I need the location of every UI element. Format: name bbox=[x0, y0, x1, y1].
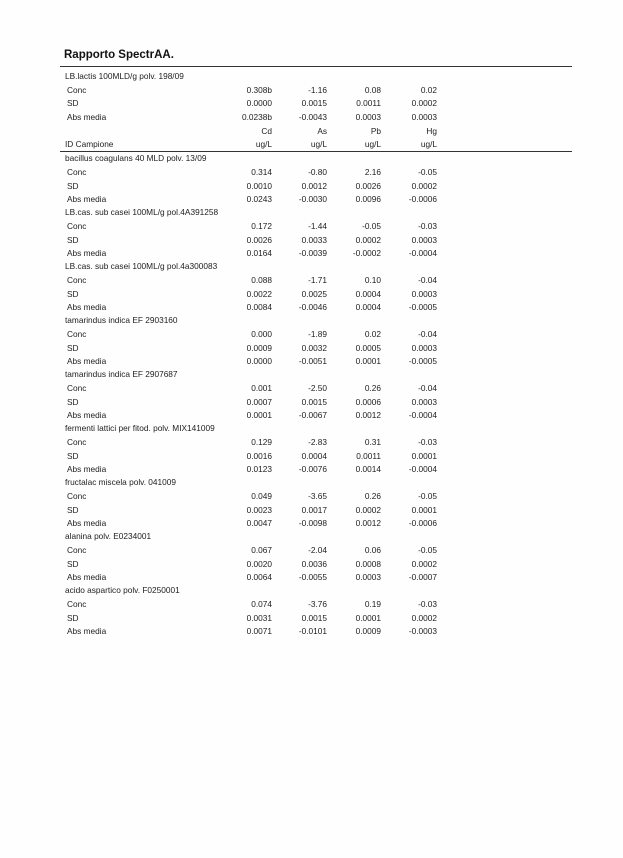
title-rule bbox=[60, 66, 572, 67]
value-cell: -0.0098 bbox=[298, 518, 327, 528]
value-cell: 0.0004 bbox=[301, 451, 327, 461]
value-cell: 0.172 bbox=[251, 221, 272, 231]
value-cell: 0.02 bbox=[420, 85, 437, 95]
value-cell: 0.0123 bbox=[246, 464, 272, 474]
sample-name: fructalac miscela polv. 041009 bbox=[65, 477, 176, 487]
sample-name: acido aspartico polv. F0250001 bbox=[65, 585, 180, 595]
value-cell: 0.0011 bbox=[356, 451, 381, 461]
value-cell: -0.0005 bbox=[408, 302, 437, 312]
value-cell: 0.000 bbox=[251, 329, 272, 339]
row-label: Conc bbox=[67, 329, 87, 339]
value-cell: 0.0015 bbox=[301, 98, 327, 108]
value-cell: 0.0031 bbox=[246, 613, 272, 623]
value-cell: 0.049 bbox=[251, 491, 272, 501]
value-cell: 0.0002 bbox=[355, 505, 381, 515]
row-label: Conc bbox=[67, 383, 87, 393]
value-cell: -0.05 bbox=[362, 221, 381, 231]
value-cell: 0.0004 bbox=[355, 302, 381, 312]
value-cell: 0.0000 bbox=[246, 98, 272, 108]
row-label: Abs media bbox=[67, 626, 107, 636]
value-cell: 0.0015 bbox=[301, 397, 327, 407]
value-cell: 0.0003 bbox=[411, 235, 437, 245]
row-label: Conc bbox=[67, 275, 87, 285]
value-cell: 0.31 bbox=[364, 437, 381, 447]
value-cell: 0.0025 bbox=[301, 289, 327, 299]
row-label: SD bbox=[67, 505, 79, 515]
value-cell: 0.0001 bbox=[355, 613, 381, 623]
value-cell: -1.44 bbox=[308, 221, 327, 231]
value-cell: 0.0047 bbox=[246, 518, 272, 528]
value-cell: 0.0164 bbox=[246, 248, 272, 258]
value-cell: 0.0032 bbox=[301, 343, 327, 353]
value-cell: -0.0043 bbox=[298, 112, 327, 122]
value-cell: -1.16 bbox=[308, 85, 327, 95]
value-cell: 0.0243 bbox=[246, 194, 272, 204]
value-cell: 0.0026 bbox=[355, 181, 381, 191]
value-cell: 0.0010 bbox=[246, 181, 272, 191]
value-cell: 0.0003 bbox=[411, 112, 437, 122]
value-cell: -0.0030 bbox=[298, 194, 327, 204]
value-cell: -0.80 bbox=[308, 167, 327, 177]
id-campione-label: ID Campione bbox=[65, 139, 114, 149]
value-cell: 0.0012 bbox=[355, 518, 381, 528]
value-cell: 0.0033 bbox=[301, 235, 327, 245]
value-cell: -0.0004 bbox=[408, 410, 437, 420]
value-cell: 0.0036 bbox=[301, 559, 327, 569]
value-cell: 0.0020 bbox=[246, 559, 272, 569]
value-cell: 0.001 bbox=[251, 383, 272, 393]
value-cell: -0.0051 bbox=[298, 356, 327, 366]
value-cell: -0.0067 bbox=[298, 410, 327, 420]
value-cell: 0.0009 bbox=[246, 343, 272, 353]
value-cell: 0.0012 bbox=[301, 181, 327, 191]
row-label: Abs media bbox=[67, 112, 107, 122]
value-cell: -1.89 bbox=[308, 329, 327, 339]
row-label: Abs media bbox=[67, 302, 107, 312]
value-cell: 0.0004 bbox=[355, 289, 381, 299]
value-cell: 0.0084 bbox=[246, 302, 272, 312]
value-cell: 0.0002 bbox=[411, 98, 437, 108]
value-cell: 0.314 bbox=[251, 167, 272, 177]
value-cell: -0.0007 bbox=[408, 572, 437, 582]
value-cell: -0.0006 bbox=[408, 194, 437, 204]
row-label: Conc bbox=[67, 599, 87, 609]
value-cell: 0.0012 bbox=[355, 410, 381, 420]
row-label: SD bbox=[67, 451, 79, 461]
value-cell: -0.05 bbox=[418, 167, 437, 177]
value-cell: 0.0003 bbox=[411, 397, 437, 407]
column-unit: ug/L bbox=[310, 139, 327, 149]
row-label: SD bbox=[67, 181, 79, 191]
row-label: Abs media bbox=[67, 248, 107, 258]
sample-name: tamarindus indica EF 2907687 bbox=[65, 369, 178, 379]
value-cell: -0.0101 bbox=[298, 626, 327, 636]
value-cell: -0.03 bbox=[418, 221, 437, 231]
value-cell: 0.26 bbox=[364, 491, 381, 501]
value-cell: 0.088 bbox=[251, 275, 272, 285]
value-cell: -0.0006 bbox=[408, 518, 437, 528]
value-cell: -0.0004 bbox=[408, 248, 437, 258]
sample-name: alanina polv. E0234001 bbox=[65, 531, 152, 541]
row-label: Conc bbox=[67, 491, 87, 501]
value-cell: 0.0096 bbox=[355, 194, 381, 204]
value-cell: 0.0003 bbox=[411, 289, 437, 299]
value-cell: -0.04 bbox=[418, 383, 437, 393]
value-cell: 0.0001 bbox=[355, 356, 381, 366]
header-rule bbox=[60, 151, 572, 152]
value-cell: -0.05 bbox=[418, 491, 437, 501]
row-label: Abs media bbox=[67, 464, 107, 474]
value-cell: 0.0001 bbox=[411, 451, 437, 461]
value-cell: 0.0009 bbox=[355, 626, 381, 636]
row-label: SD bbox=[67, 98, 79, 108]
value-cell: -0.0046 bbox=[298, 302, 327, 312]
row-label: SD bbox=[67, 559, 79, 569]
value-cell: -0.05 bbox=[418, 545, 437, 555]
row-label: Conc bbox=[67, 545, 87, 555]
value-cell: -2.04 bbox=[308, 545, 327, 555]
row-label: Abs media bbox=[67, 194, 107, 204]
value-cell: 0.0003 bbox=[411, 343, 437, 353]
value-cell: 0.10 bbox=[364, 275, 381, 285]
value-cell: 0.0002 bbox=[355, 235, 381, 245]
sample-name: tamarindus indica EF 2903160 bbox=[65, 315, 178, 325]
value-cell: -0.0002 bbox=[352, 248, 381, 258]
value-cell: -0.0039 bbox=[298, 248, 327, 258]
value-cell: 0.0011 bbox=[356, 98, 381, 108]
value-cell: 0.06 bbox=[364, 545, 381, 555]
value-cell: 0.0008 bbox=[355, 559, 381, 569]
value-cell: 0.0071 bbox=[246, 626, 272, 636]
value-cell: 0.308b bbox=[246, 85, 272, 95]
row-label: SD bbox=[67, 289, 79, 299]
column-element-cd: Cd bbox=[261, 126, 272, 136]
sample-name: fermenti lattici per fitod. polv. MIX141009 bbox=[65, 423, 215, 433]
row-label: Abs media bbox=[67, 518, 107, 528]
value-cell: -2.50 bbox=[308, 383, 327, 393]
value-cell: 0.0003 bbox=[355, 112, 381, 122]
value-cell: 0.0016 bbox=[246, 451, 272, 461]
value-cell: 0.0015 bbox=[301, 613, 327, 623]
report-title: Rapporto SpectrAA. bbox=[64, 49, 174, 61]
row-label: Abs media bbox=[67, 572, 107, 582]
value-cell: -0.03 bbox=[418, 599, 437, 609]
value-cell: 0.129 bbox=[251, 437, 272, 447]
value-cell: 0.02 bbox=[364, 329, 381, 339]
value-cell: 0.08 bbox=[364, 85, 381, 95]
row-label: SD bbox=[67, 397, 79, 407]
column-unit: ug/L bbox=[364, 139, 381, 149]
sample-name: LB.cas. sub casei 100ML/g pol.4A391258 bbox=[65, 207, 219, 217]
column-unit: ug/L bbox=[255, 139, 272, 149]
row-label: Conc bbox=[67, 167, 87, 177]
column-unit: ug/L bbox=[420, 139, 437, 149]
value-cell: -1.71 bbox=[308, 275, 327, 285]
value-cell: -0.04 bbox=[418, 275, 437, 285]
value-cell: -0.04 bbox=[418, 329, 437, 339]
value-cell: -0.0004 bbox=[408, 464, 437, 474]
value-cell: 0.074 bbox=[251, 599, 272, 609]
value-cell: -0.0055 bbox=[298, 572, 327, 582]
value-cell: -2.83 bbox=[308, 437, 327, 447]
value-cell: -0.0003 bbox=[408, 626, 437, 636]
value-cell: -0.03 bbox=[418, 437, 437, 447]
value-cell: 0.0064 bbox=[246, 572, 272, 582]
row-label: Abs media bbox=[67, 410, 107, 420]
value-cell: 0.19 bbox=[364, 599, 381, 609]
value-cell: 0.0002 bbox=[411, 181, 437, 191]
row-label: SD bbox=[67, 613, 79, 623]
value-cell: 0.0001 bbox=[246, 410, 272, 420]
value-cell: 0.26 bbox=[364, 383, 381, 393]
value-cell: 0.0007 bbox=[246, 397, 272, 407]
value-cell: 0.0001 bbox=[411, 505, 437, 515]
value-cell: 0.0023 bbox=[246, 505, 272, 515]
value-cell: 0.0000 bbox=[246, 356, 272, 366]
value-cell: -0.0076 bbox=[298, 464, 327, 474]
value-cell: 0.067 bbox=[251, 545, 272, 555]
row-label: Abs media bbox=[67, 356, 107, 366]
value-cell: 0.0017 bbox=[301, 505, 327, 515]
row-label: SD bbox=[67, 235, 79, 245]
value-cell: 0.0238b bbox=[242, 112, 272, 122]
sample-name: LB.lactis 100MLD/g polv. 198/09 bbox=[65, 71, 184, 81]
value-cell: 0.0002 bbox=[411, 559, 437, 569]
row-label: Conc bbox=[67, 221, 87, 231]
column-element-pb: Pb bbox=[370, 126, 381, 136]
value-cell: 2.16 bbox=[364, 167, 381, 177]
value-cell: 0.0003 bbox=[355, 572, 381, 582]
sample-name: LB.cas. sub casei 100ML/g pol.4a300083 bbox=[65, 261, 218, 271]
value-cell: 0.0005 bbox=[355, 343, 381, 353]
value-cell: -0.0005 bbox=[408, 356, 437, 366]
value-cell: 0.0014 bbox=[355, 464, 381, 474]
value-cell: 0.0002 bbox=[411, 613, 437, 623]
column-element-hg: Hg bbox=[426, 126, 437, 136]
row-label: Conc bbox=[67, 437, 87, 447]
value-cell: -3.65 bbox=[308, 491, 327, 501]
row-label: Conc bbox=[67, 85, 87, 95]
sample-name: bacillus coagulans 40 MLD polv. 13/09 bbox=[65, 153, 207, 163]
value-cell: -3.76 bbox=[308, 599, 327, 609]
value-cell: 0.0026 bbox=[246, 235, 272, 245]
column-element-as: As bbox=[317, 126, 327, 136]
value-cell: 0.0022 bbox=[246, 289, 272, 299]
row-label: SD bbox=[67, 343, 79, 353]
value-cell: 0.0006 bbox=[355, 397, 381, 407]
